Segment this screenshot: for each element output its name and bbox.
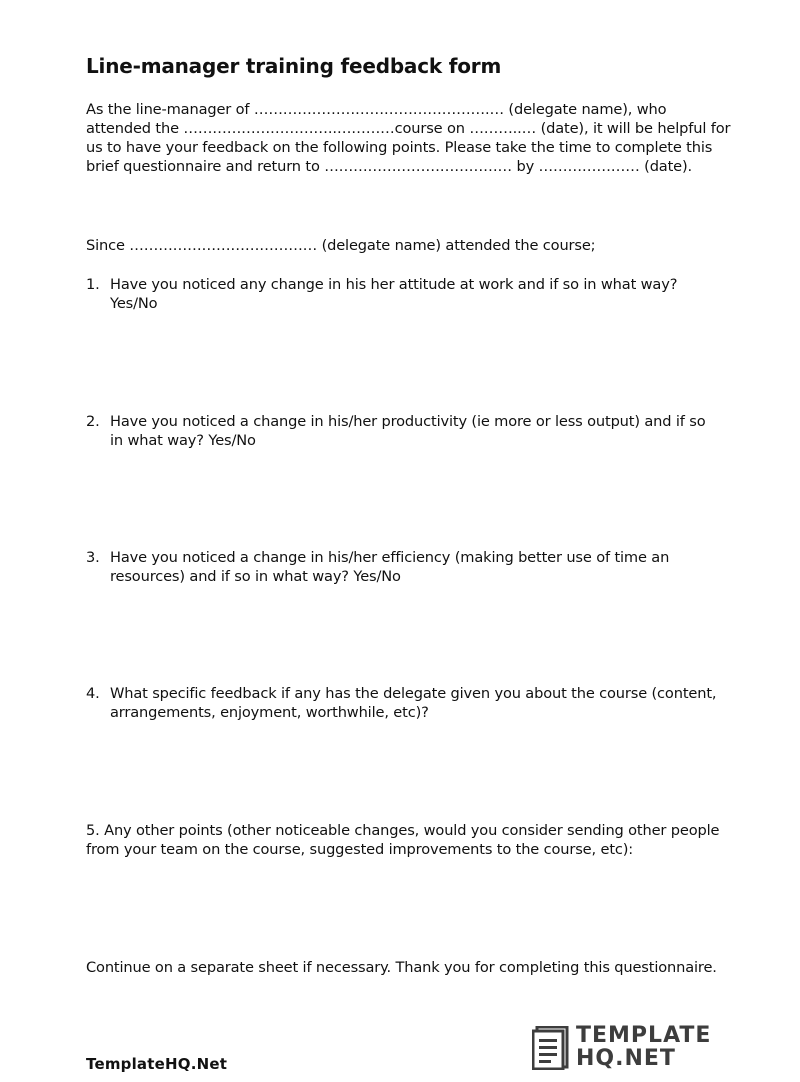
question-1 — [86, 275, 677, 313]
intro-line: attended the …………………………..…………course on ………..… (date), it will be helpful for — [86, 120, 731, 137]
footer-brand-text: TemplateHQ.Net — [86, 1055, 228, 1073]
logo-line-1: TEMPLATE — [576, 1023, 712, 1048]
intro-line: us to have your feedback on the following points. Please take the time to complete this — [86, 139, 713, 156]
intro-paragraph — [86, 100, 730, 176]
question-number: 3. — [86, 549, 100, 566]
logo-wordmark — [576, 1024, 711, 1070]
question-text-cont: arrangements, enjoyment, worthwhile, etc)? — [110, 704, 429, 721]
question-number: 4. — [86, 685, 100, 702]
document-icon — [532, 1026, 570, 1070]
question-3 — [86, 548, 669, 586]
logo-line-2: HQ.NET — [576, 1046, 676, 1071]
question-5 — [86, 821, 719, 859]
intro-line: As the line-manager of ………………………………………….… (delegate name), who — [86, 101, 667, 118]
question-text-cont: from your team on the course, suggested improvements to the course, etc): — [86, 841, 634, 858]
question-text: Have you noticed a change in his/her productivity (ie more or less output) and if so — [110, 413, 706, 430]
question-4 — [86, 684, 716, 722]
intro-line: brief questionnaire and return to ………………………………… by ………………… (date). — [86, 158, 693, 175]
question-text-cont: Yes/No — [110, 295, 158, 312]
question-number: 2. — [86, 413, 100, 430]
question-text-cont: in what way? Yes/No — [110, 432, 256, 449]
question-text: Have you noticed any change in his her attitude at work and if so in what way? — [110, 276, 678, 293]
page-title: Line-manager training feedback form — [86, 54, 502, 78]
question-text: What specific feedback if any has the delegate given you about the course (content, — [110, 685, 717, 702]
question-number: 1. — [86, 276, 100, 293]
closing-note: Continue on a separate sheet if necessary. Thank you for completing this questionnaire. — [86, 959, 717, 976]
question-text-cont: resources) and if so in what way? Yes/No — [110, 568, 401, 585]
since-line: Since ………………………………… (delegate name) attended the course; — [86, 237, 596, 254]
question-2 — [86, 412, 706, 450]
question-text: 5. Any other points (other noticeable changes, would you consider sending other people — [86, 822, 720, 839]
brand-logo — [532, 1024, 722, 1074]
question-text: Have you noticed a change in his/her efficiency (making better use of time an — [110, 549, 670, 566]
